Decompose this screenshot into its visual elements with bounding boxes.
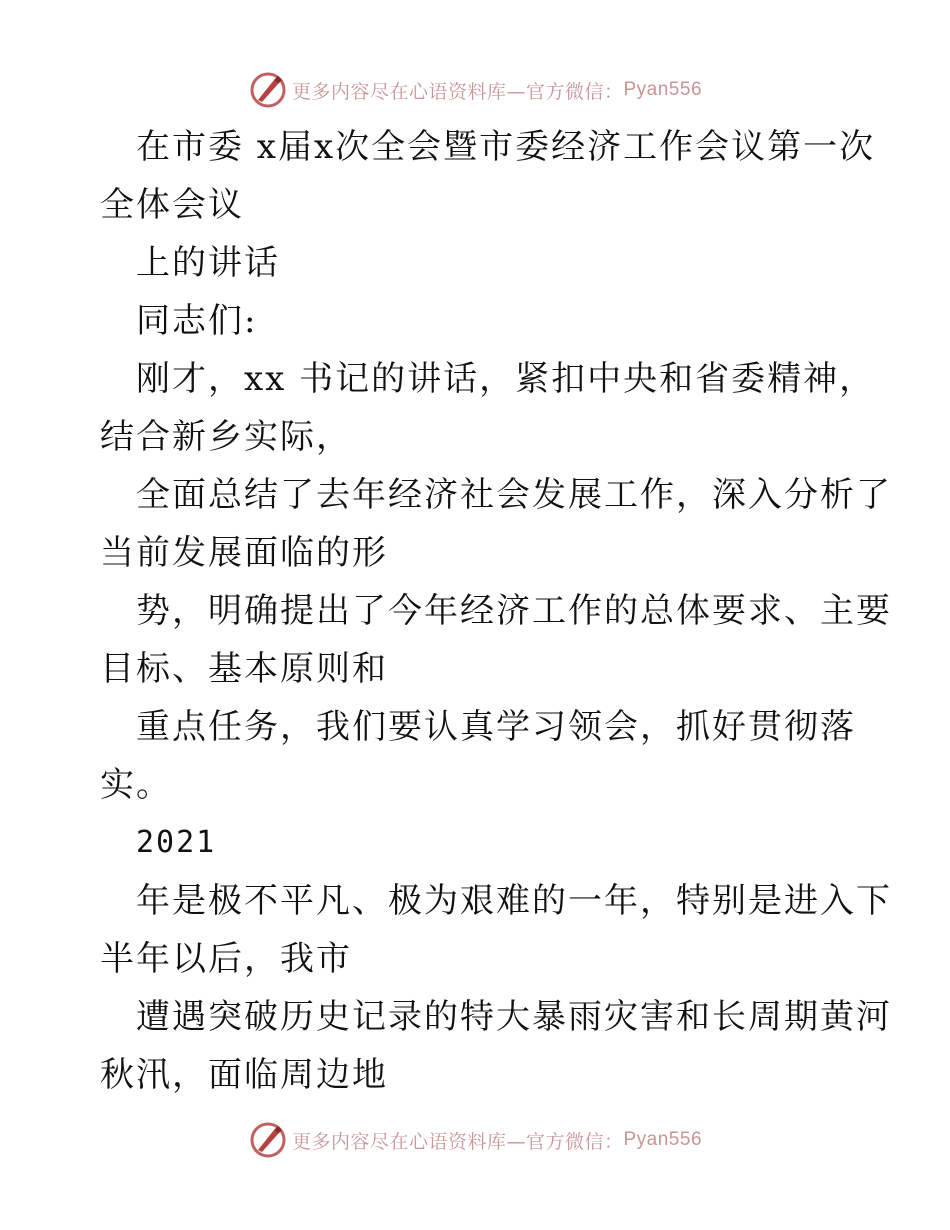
text-line: 全体会议 [100,185,244,225]
text-line: 在市委 x届x次全会暨市委经济工作会议第一次 [136,127,876,167]
watermark-footer [0,1118,950,1162]
text-line: 结合新乡实际， [100,417,352,457]
text-line: 同志们: [136,301,258,341]
watermark-id: Pyan556 [623,1129,703,1150]
text-line: 当前发展面临的形 [100,533,388,573]
text-line: 重点任务，我们要认真学习领会，抓好贯彻落 [136,707,856,747]
watermark-text: 更多内容尽在心语资料库—官方微信： [291,80,624,103]
text-line: 势，明确提出了今年经济工作的总体要求、主要 [136,591,892,631]
text-line: 秋汛，面临周边地 [100,1055,388,1095]
watermark-text: 更多内容尽在心语资料库—官方微信： [291,1130,624,1153]
document-body [100,118,892,1104]
text-line: 目标、基本原则和 [100,649,388,689]
text-line: 刚才，xx 书记的讲话，紧扣中央和省委精神， [136,359,876,399]
text-line: 2021 [136,825,217,860]
text-line: 遭遇突破历史记录的特大暴雨灾害和长周期黄河 [136,997,892,1037]
text-line: 全面总结了去年经济社会发展工作，深入分析了 [136,475,892,515]
pen-logo-icon [248,70,288,110]
watermark-header [0,68,950,112]
text-line: 半年以后，我市 [100,939,352,979]
text-line: 年是极不平凡、极为艰难的一年，特别是进入下 [136,881,892,921]
text-line: 上的讲话 [136,243,280,283]
watermark-id: Pyan556 [623,79,703,100]
text-line: 实。 [100,765,172,805]
pen-logo-icon [248,1120,288,1160]
